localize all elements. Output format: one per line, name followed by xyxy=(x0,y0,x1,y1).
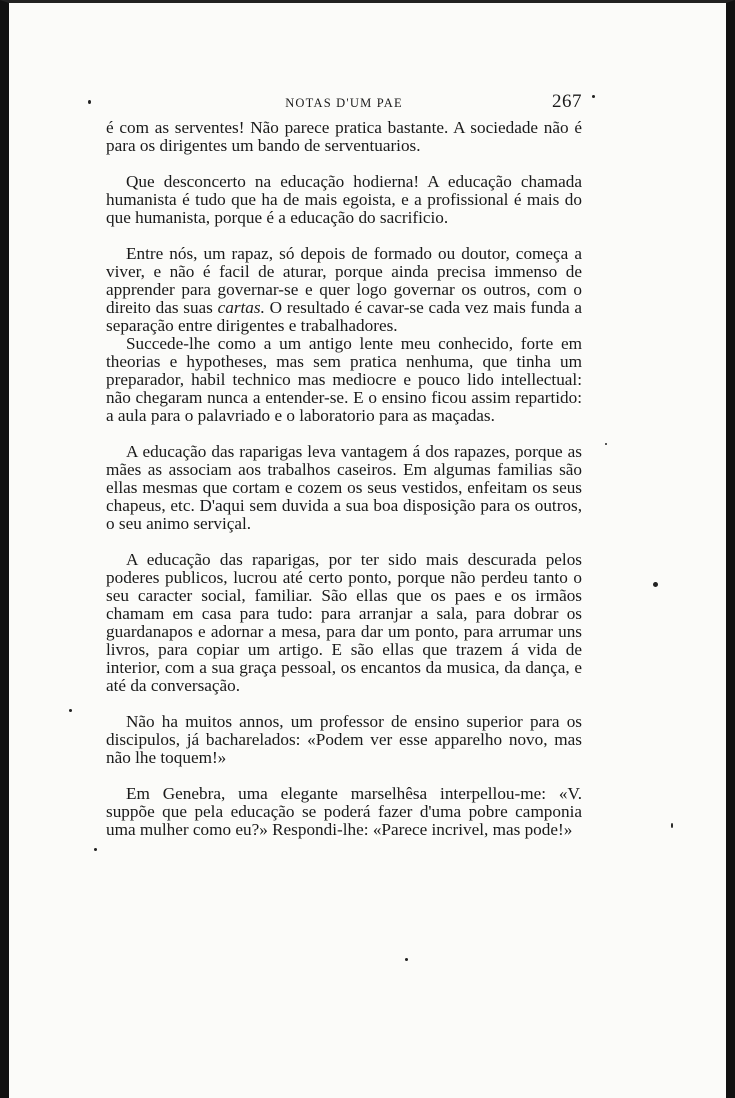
paragraph: Que desconcerto na educação hodierna! A educação chamada humanista é tudo que ha de mais egoista, e a profissional é mais do que humanista, porque é a educação do sacrificio. xyxy=(106,172,582,227)
paragraph-text: Entre nós, um rapaz, só depois de formado ou doutor, começa a viver, e não é facil de aturar, porque ainda precisa immenso de apprender para governar-se e quer logo governar os outros, com o direito das suas xyxy=(106,244,582,317)
running-title: NOTAS D'UM PAE xyxy=(285,96,403,110)
italic-word: cartas. xyxy=(217,298,265,317)
paragraph: Em Genebra, uma elegante marselhêsa interpellou-me: «V. suppõe que pela educação se poderá fazer d'uma pobre camponia uma mulher como eu?» Respondi-lhe: «Parece incrivel, mas pode!» xyxy=(106,784,582,839)
paragraph xyxy=(106,245,582,335)
ink-speck xyxy=(94,848,97,851)
ink-speck xyxy=(671,823,673,828)
paragraph: A educação das raparigas, por ter sido mais descurada pelos poderes publicos, lucrou até certo ponto, porque não perdeu tanto o seu caracter social, familiar. São ellas que os paes e os irmãos chamam em casa para tudo: para arranjar a sala, para dobrar os guardanapos e adornar a mesa, para dar um ponto, para arrumar uns livros, para copiar um artigo. E são ellas que trazem á vida de interior, com a sua graça pessoal, os encantos da musica, da dança, e até da conversação. xyxy=(106,550,582,695)
page-number: 267 xyxy=(552,91,582,112)
ink-speck xyxy=(88,100,91,104)
paragraph: é com as serventes! Não parece pratica bastante. A sociedade não é para os dirigentes um bando de serventuarios. xyxy=(106,118,582,155)
paragraph: A educação das raparigas leva vantagem á dos rapazes, porque as mães as associam aos trabalhos caseiros. Em algumas familias são ellas mesmas que cortam e cozem os seus vestidos, enfeitam os seus chapeus, etc. D'aqui sem duvida a sua boa disposição para os outros, o seu animo serviçal. xyxy=(106,442,582,533)
body-text xyxy=(106,119,582,839)
ink-speck xyxy=(592,95,595,98)
paragraph: Não ha muitos annos, um professor de ensino superior para os discipulos, já bacharelados: «Podem ver esse apparelho novo, mas não lhe toquem!» xyxy=(106,712,582,767)
ink-speck xyxy=(69,709,72,712)
ink-speck xyxy=(605,443,607,445)
page-content xyxy=(106,91,582,839)
paragraph-text: O resultado é cavar-se cada vez mais funda a separação entre dirigentes e trabalhadores. xyxy=(106,298,582,335)
ink-speck xyxy=(653,582,658,587)
running-head xyxy=(106,91,582,119)
ink-speck xyxy=(405,958,408,961)
paragraph: Succede-lhe como a um antigo lente meu conhecido, forte em theorias e hypotheses, mas sem pratica nenhuma, que tinha um preparador, habil technico mas mediocre e pouco lido intellectual: não chegaram nunca a entender-se. E o ensino ficou assim repartido: a aula para o palavriado e o laboratorio para as maçadas. xyxy=(106,334,582,425)
